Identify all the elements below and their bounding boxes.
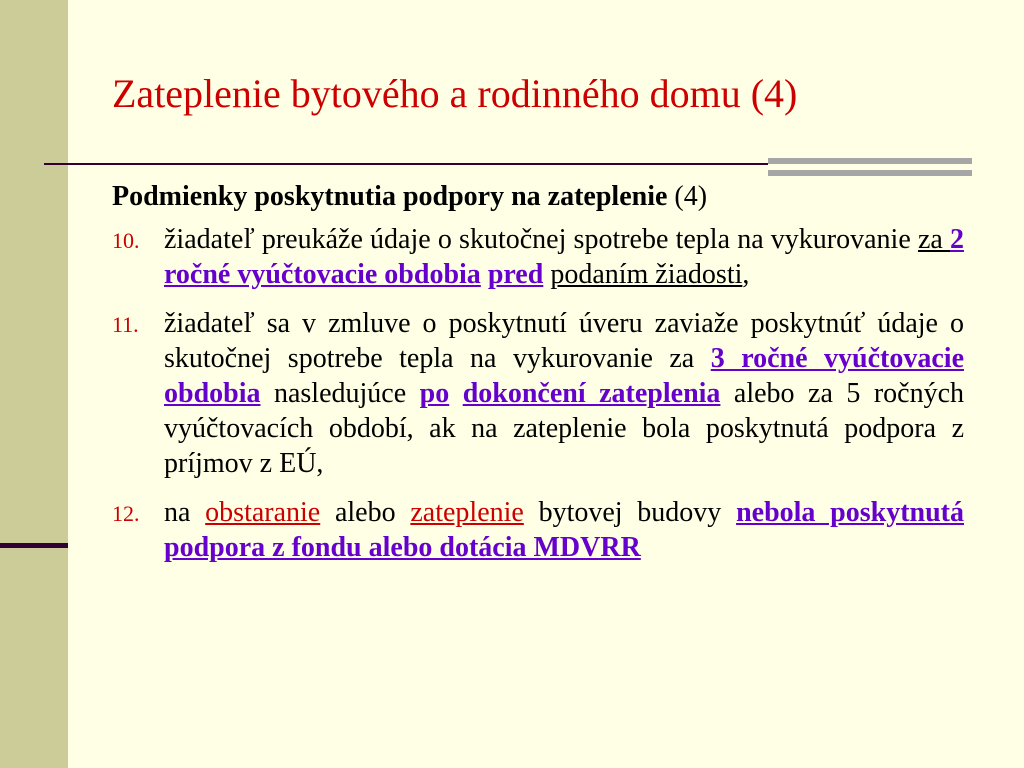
text-segment: žiadateľ preukáže údaje o skutočnej spotrebe tepla na vykurovanie — [164, 224, 918, 255]
divider-accent-bottom — [768, 170, 972, 176]
link-po[interactable]: po — [419, 378, 450, 409]
item-text — [164, 306, 964, 481]
text-segment: bytovej budovy — [523, 497, 737, 528]
highlight-zateplenie: zateplenie — [410, 497, 524, 528]
link-pred[interactable]: pred — [487, 259, 544, 290]
text-segment: nasledujúce — [260, 378, 420, 409]
section-heading — [112, 181, 707, 213]
conditions-list — [112, 222, 964, 579]
text-segment: na — [164, 497, 206, 528]
slide-title: Zateplenie bytového a rodinného domu (4) — [112, 71, 798, 116]
item-number: 10. — [112, 228, 140, 253]
section-heading-bold: Podmienky poskytnutia podpory na zateplenie — [112, 181, 668, 212]
item-text — [164, 222, 964, 292]
divider-accent-top — [768, 158, 972, 164]
item-number: 11. — [112, 312, 139, 337]
left-band-bar — [0, 543, 68, 548]
list-item-12 — [112, 495, 964, 565]
list-item-10 — [112, 222, 964, 292]
text-segment: alebo za 5 ročných vyúčtovacích období, ak na zateplenie bola poskytnutá podpora z príjmov z EÚ, — [164, 378, 965, 479]
underlined-segment: za — [917, 224, 951, 255]
text-segment: alebo — [320, 497, 411, 528]
link-dokonceni-zateplenia[interactable]: dokončení zateplenia — [462, 378, 721, 409]
list-item-11 — [112, 306, 964, 481]
text-segment: , — [742, 259, 750, 290]
text-space — [481, 259, 488, 290]
highlight-obstaranie: obstaranie — [205, 497, 321, 528]
link-nebola-poskytnuta-podpora[interactable]: nebola poskytnutá podpora z fondu alebo dotácia MDVRR — [164, 497, 964, 563]
left-decorative-band — [0, 0, 68, 768]
section-heading-count: (4) — [667, 181, 708, 212]
text-segment: žiadateľ sa v zmluve o poskytnutí úveru zaviaže poskytnúť údaje o skutočnej spotrebe tepla na vykurovanie za — [164, 308, 964, 374]
link-2-rocne-obdobia[interactable]: 2 ročné vyúčtovacie obdobia — [164, 224, 965, 290]
item-text — [164, 495, 964, 565]
link-3-rocne-obdobia[interactable]: 3 ročné vyúčtovacie obdobia — [164, 343, 964, 409]
underlined-segment: podaním žiadosti — [550, 259, 743, 290]
item-number: 12. — [112, 501, 140, 526]
title-divider — [44, 163, 768, 165]
text-space — [449, 378, 462, 409]
